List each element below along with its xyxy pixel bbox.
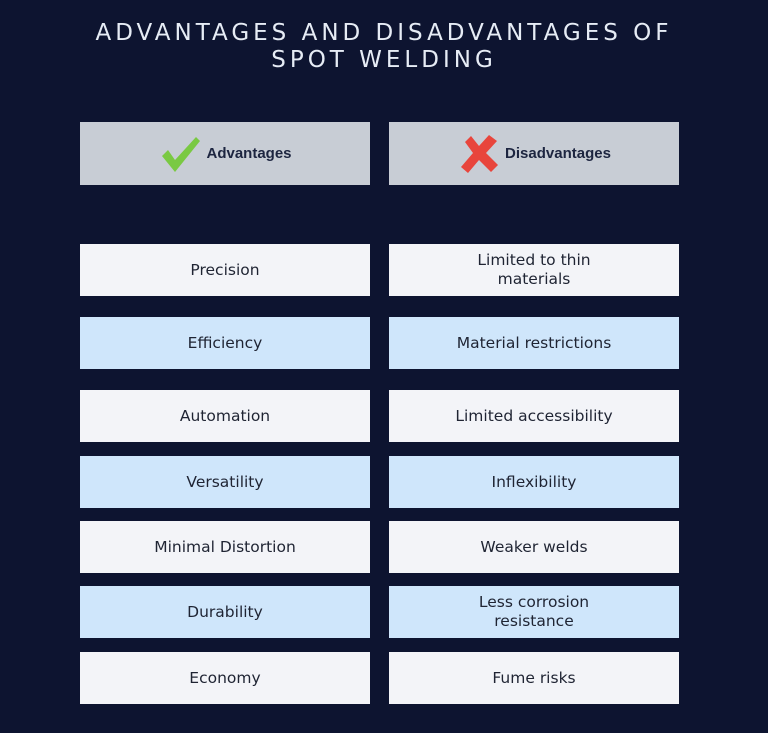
title-line-2: SPOT WELDING bbox=[271, 47, 497, 73]
disadvantage-cell: Inflexibility bbox=[389, 456, 679, 508]
green-check-icon bbox=[158, 132, 202, 176]
disadvantage-cell: Less corrosion resistance bbox=[389, 586, 679, 638]
disadvantage-cell: Weaker welds bbox=[389, 521, 679, 573]
advantage-cell: Efficiency bbox=[80, 317, 370, 369]
title-line-1: ADVANTAGES AND DISADVANTAGES OF bbox=[95, 20, 673, 46]
advantage-cell: Durability bbox=[80, 586, 370, 638]
disadvantages-header bbox=[389, 122, 679, 185]
disadvantage-cell: Limited accessibility bbox=[389, 390, 679, 442]
advantage-cell: Precision bbox=[80, 244, 370, 296]
disadvantage-cell: Material restrictions bbox=[389, 317, 679, 369]
disadvantage-cell: Fume risks bbox=[389, 652, 679, 704]
disadvantage-cell: Limited to thin materials bbox=[389, 244, 679, 296]
page-title bbox=[0, 20, 768, 74]
disadvantages-header-label: Disadvantages bbox=[505, 145, 611, 162]
advantage-cell: Automation bbox=[80, 390, 370, 442]
advantages-header-label: Advantages bbox=[206, 145, 292, 162]
red-x-icon bbox=[457, 132, 501, 176]
advantage-cell: Economy bbox=[80, 652, 370, 704]
advantages-header bbox=[80, 122, 370, 185]
advantage-cell: Minimal Distortion bbox=[80, 521, 370, 573]
advantage-cell: Versatility bbox=[80, 456, 370, 508]
